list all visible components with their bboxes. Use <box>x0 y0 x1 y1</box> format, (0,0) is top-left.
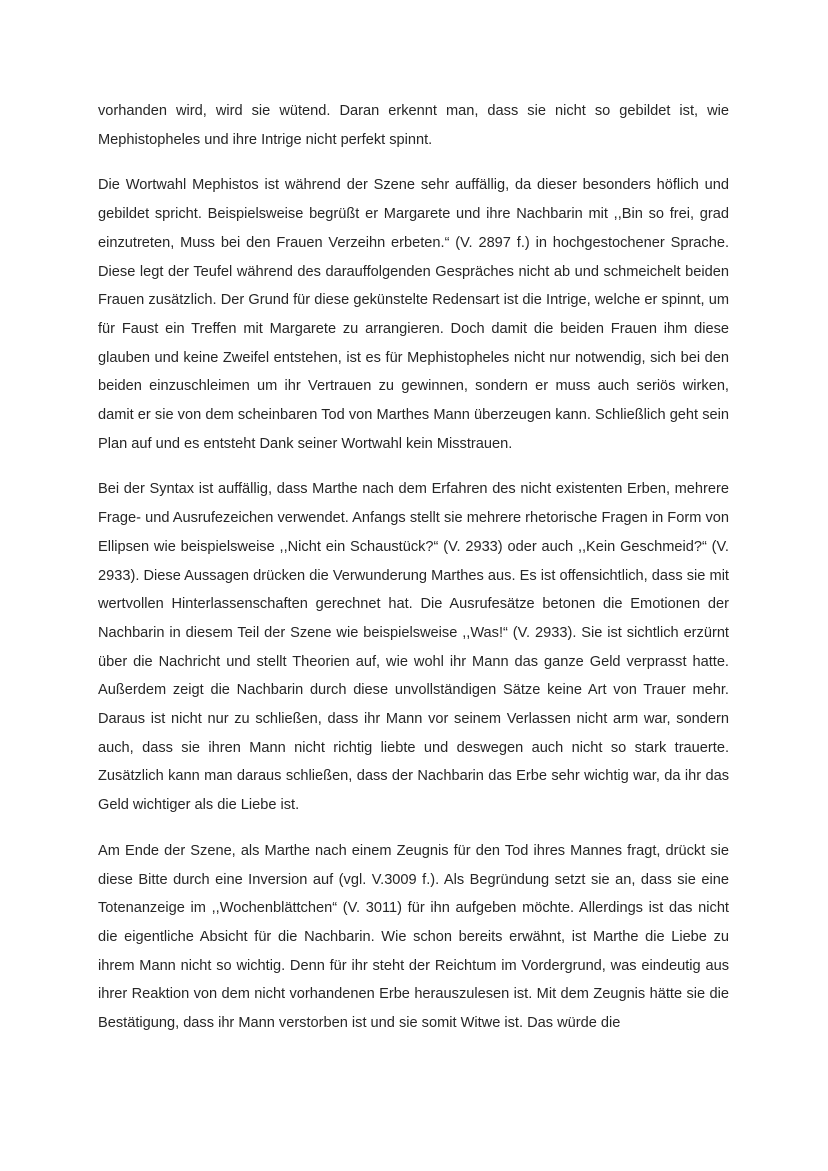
paragraph-1: vorhanden wird, wird sie wütend. Daran erkennt man, dass sie nicht so gebildet ist, wie Mephistopheles und ihre Intrige nicht perfekt spinnt. <box>98 103 729 148</box>
paragraph-4: Am Ende der Szene, als Marthe nach einem Zeugnis für den Tod ihres Mannes fragt, drückt sie diese Bitte durch eine Inversion auf (vgl. V.3009 f.). Als Begründung setzt sie an, dass sie eine Totenanzeige im ,,Wochenblättchen“ (V. 3011) für ihn aufgeben möchte. Allerdings ist das nicht die eigentliche Absicht für die Nachbarin. Wie schon bereits erwähnt, ist Marthe die Liebe zu ihrem Mann nicht so wichtig. Denn für ihr steht der Reichtum im Vordergrund, was eindeutig aus ihrer Reaktion von dem nicht vorhandenen Erbe herauszulesen ist. Mit dem Zeugnis hätte sie die Bestätigung, dass ihr Mann verstorben ist und sie somit Witwe ist. Das würde die <box>98 842 729 1032</box>
paragraph-2: Die Wortwahl Mephistos ist während der Szene sehr auffällig, da dieser besonders höflich und gebildet spricht. Beispielsweise begrüßt er Margarete und ihre Nachbarin mit ,,Bin so frei, grad einzutreten, Muss bei den Frauen Verzeihn erbeten.“ (V. 2897 f.) in hochgestochener Sprache. Diese legt der Teufel während des darauffolgenden Gespräches nicht ab und schmeichelt beiden Frauen zusätzlich. Der Grund für diese gekünstelte Redensart ist die Intrige, welche er spinnt, um für Faust ein Treffen mit Margarete zu arrangieren. Doch damit die beiden Frauen ihm diese glauben und keine Zweifel entstehen, ist es für Mephistopheles nicht nur notwendig, sich bei den beiden einzuschleimen um ihr Vertrauen zu gewinnen, sondern er muss auch seriös wirken, damit er sie von dem scheinbaren Tod von Marthes Mann überzeugen kann. Schließlich geht sein Plan auf und es entsteht Dank seiner Wortwahl kein Misstrauen. <box>98 177 729 452</box>
paragraph-3: Bei der Syntax ist auffällig, dass Marthe nach dem Erfahren des nicht existenten Erben, mehrere Frage- und Ausrufezeichen verwendet. Anfangs stellt sie mehrere rhetorische Fragen in Form von Ellipsen wie beispielsweise ,,Nicht ein Schaustück?“ (V. 2933) oder auch ,,Kein Geschmeid?“ (V. 2933). Diese Aussagen drücken die Verwunderung Marthes aus. Es ist offensichtlich, dass sie mit wertvollen Hinterlassenschaften gerechnet hat. Die Ausrufesätze betonen die Emotionen der Nachbarin in diesem Teil der Szene wie beispielsweise ,,Was!“ (V. 2933). Sie ist sichtlich erzürnt über die Nachricht und stellt Theorien auf, wie wohl ihr Mann das ganze Geld verprasst hatte. Außerdem zeigt die Nachbarin durch diese unvollständigen Sätze keine Art von Trauer mehr. Daraus ist nicht nur zu schließen, dass ihr Mann vor seinem Verlassen nicht arm war, sondern auch, dass sie ihren Mann nicht richtig liebte und deswegen auch nicht so stark trauerte. Zusätzlich kann man daraus schließen, dass der Nachbarin das Erbe sehr wichtig war, da ihr das Geld wichtiger als die Liebe ist. <box>98 481 729 814</box>
document-body <box>98 97 729 1055</box>
